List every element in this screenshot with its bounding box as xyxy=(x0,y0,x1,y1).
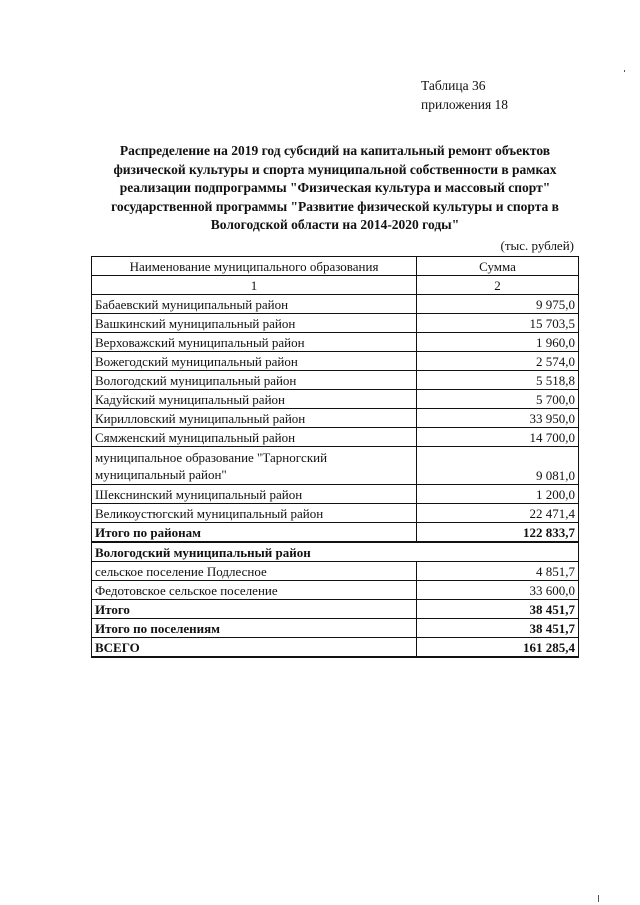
column-number-1: 1 xyxy=(92,276,417,295)
table-row xyxy=(92,581,579,600)
district-name: Великоустюгский муниципальный район xyxy=(92,504,417,523)
table-row xyxy=(92,352,579,371)
district-name: Сямженский муниципальный район xyxy=(92,428,417,447)
district-name: муниципальное образование "Тарногский муниципальный район" xyxy=(92,447,417,485)
table-header-row xyxy=(92,257,579,276)
table-row xyxy=(92,333,579,352)
subtotal-label: Итого xyxy=(92,600,417,619)
annex-appendix-number: приложения 18 xyxy=(421,97,509,112)
settlement-sum: 33 600,0 xyxy=(417,581,579,600)
total-settlements-row xyxy=(92,619,579,638)
table-row xyxy=(92,295,579,314)
district-sum: 1 960,0 xyxy=(417,333,579,352)
table-row xyxy=(92,485,579,504)
section-heading-row xyxy=(92,542,579,562)
table-row xyxy=(92,562,579,581)
scan-speck xyxy=(624,70,625,72)
grand-total-sum: 161 285,4 xyxy=(417,638,579,658)
district-name: Бабаевский муниципальный район xyxy=(92,295,417,314)
district-name: Вожегодский муниципальный район xyxy=(92,352,417,371)
table-row xyxy=(92,447,579,485)
column-number-2: 2 xyxy=(417,276,579,295)
district-sum: 22 471,4 xyxy=(417,504,579,523)
district-name: Шекснинский муниципальный район xyxy=(92,485,417,504)
settlement-name: Федотовское сельское поселение xyxy=(92,581,417,600)
district-sum: 5 518,8 xyxy=(417,371,579,390)
settlement-name: сельское поселение Подлесное xyxy=(92,562,417,581)
district-sum: 14 700,0 xyxy=(417,428,579,447)
total-districts-row xyxy=(92,523,579,543)
district-sum: 9 081,0 xyxy=(417,447,579,485)
district-sum: 9 975,0 xyxy=(417,295,579,314)
table-row xyxy=(92,504,579,523)
district-name: Кирилловский муниципальный район xyxy=(92,409,417,428)
table-row xyxy=(92,409,579,428)
district-name: Вашкинский муниципальный район xyxy=(92,314,417,333)
document-title: Распределение на 2019 год субсидий на капитальный ремонт объектов физической культуры и спорта муниципальной собственности в рамках реализации подпрограммы "Физическая культура и массовый спорт" государственной программы "Развитие физической культуры и спорта в Вологодской области на 2014-2020 годы" xyxy=(111,143,559,232)
table-row xyxy=(92,390,579,409)
subtotal-row xyxy=(92,600,579,619)
table-row xyxy=(92,371,579,390)
grand-total-row xyxy=(92,638,579,658)
total-districts-label: Итого по районам xyxy=(92,523,417,543)
district-sum: 1 200,0 xyxy=(417,485,579,504)
district-name: Вологодский муниципальный район xyxy=(92,371,417,390)
grand-total-label: ВСЕГО xyxy=(92,638,417,658)
column-number-row xyxy=(92,276,579,295)
district-sum: 2 574,0 xyxy=(417,352,579,371)
settlement-sum: 4 851,7 xyxy=(417,562,579,581)
scan-speck xyxy=(598,895,599,902)
subtotal-sum: 38 451,7 xyxy=(417,600,579,619)
section-heading: Вологодский муниципальный район xyxy=(92,542,579,562)
header-name: Наименование муниципального образования xyxy=(92,257,417,276)
district-sum: 5 700,0 xyxy=(417,390,579,409)
subsidy-table xyxy=(91,256,579,658)
district-sum: 15 703,5 xyxy=(417,314,579,333)
district-name: Кадуйский муниципальный район xyxy=(92,390,417,409)
total-settlements-sum: 38 451,7 xyxy=(417,619,579,638)
header-sum: Сумма xyxy=(417,257,579,276)
table-row xyxy=(92,314,579,333)
annex-table-number: Таблица 36 xyxy=(421,78,486,93)
unit-label: (тыс. рублей) xyxy=(500,238,574,253)
district-name: Верховажский муниципальный район xyxy=(92,333,417,352)
total-settlements-label: Итого по поселениям xyxy=(92,619,417,638)
district-sum: 33 950,0 xyxy=(417,409,579,428)
annex-reference xyxy=(421,76,508,114)
table-row xyxy=(92,428,579,447)
total-districts-sum: 122 833,7 xyxy=(417,523,579,543)
